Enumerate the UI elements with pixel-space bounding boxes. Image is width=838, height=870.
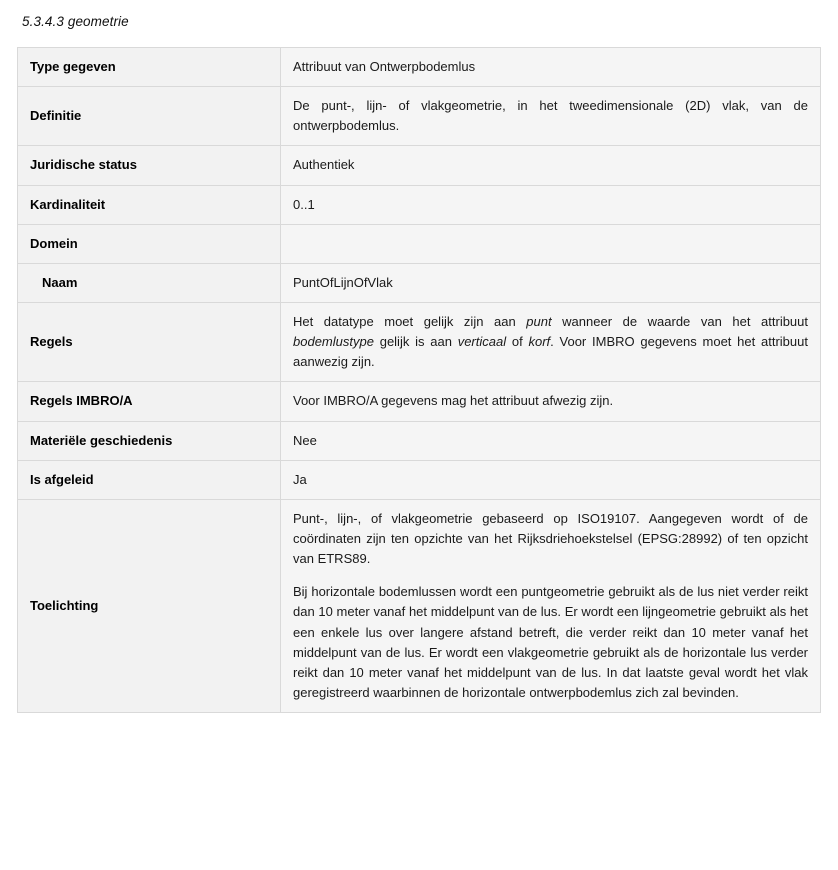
table-row: [18, 302, 821, 381]
regels-text-4: of: [506, 334, 529, 350]
row-label-toelichting: Toelichting: [18, 499, 281, 712]
table-row: [18, 224, 821, 263]
row-value-materiele-geschiedenis: Nee: [281, 421, 821, 460]
table-row: [18, 185, 821, 224]
row-label-definitie: Definitie: [18, 87, 281, 146]
table-row: [18, 146, 821, 185]
row-value-definitie: De punt-, lijn- of vlakgeometrie, in het tweedimensionale (2D) vlak, van de ontwerpbodemlus.: [281, 87, 821, 146]
row-label-domein: Domein: [18, 224, 281, 263]
regels-emphasis-verticaal: verticaal: [457, 334, 507, 350]
regels-text-3: gelijk is aan: [373, 334, 458, 350]
row-value-toelichting: [281, 499, 821, 712]
toelichting-paragraph-2: Bij horizontale bodemlussen wordt een puntgeometrie gebruikt als de lus niet verder reikt dan 10 meter vanaf het middelpunt van de lus. Er wordt een lijngeometrie gebruikt als het een enkele lus over langere afstand betreft, die verder reikt dan 10 meter vanaf het middelpunt van de lus. Er wordt een vlakgeometrie gebruikt als de horizontale lus verder reikt dan 10 meter vanaf het middelpunt van de lus. In dat laatste geval wordt het vlak geregistreerd waarbinnen de horizontale ontwerpbodemlus zich zal bevinden.: [293, 584, 808, 700]
row-label-juridische-status: Juridische status: [18, 146, 281, 185]
row-label-naam: Naam: [18, 263, 281, 302]
table-row: [18, 421, 821, 460]
table-row: [18, 263, 821, 302]
regels-text-1: Het datatype moet gelijk zijn aan: [293, 313, 527, 329]
table-row: [18, 499, 821, 712]
table-row: [18, 48, 821, 87]
regels-emphasis-punt: punt: [526, 313, 552, 329]
row-label-regels: Regels: [18, 302, 281, 381]
row-value-kardinaliteit: 0..1: [281, 185, 821, 224]
row-label-kardinaliteit: Kardinaliteit: [18, 185, 281, 224]
row-value-type-gegeven: Attribuut van Ontwerpbodemlus: [281, 48, 821, 87]
row-value-is-afgeleid: Ja: [281, 460, 821, 499]
toelichting-paragraph-1: Punt-, lijn-, of vlakgeometrie gebaseerd op ISO19107. Aangegeven wordt of de coördinaten zijn ten opzichte van het Rijksdriehoekstelsel (EPSG:28992) of ten opzicht van ETRS89.: [293, 510, 808, 567]
row-label-materiele-geschiedenis: Materiële geschiedenis: [18, 421, 281, 460]
row-label-type-gegeven: Type gegeven: [18, 48, 281, 87]
attribute-specification-table: [17, 47, 821, 713]
table-row: [18, 87, 821, 146]
regels-text-5: . Voor IMBRO gegevens moet het attribuut aanwezig zijn.: [293, 334, 808, 370]
row-value-regels-imbro-a: Voor IMBRO/A gegevens mag het attribuut afwezig zijn.: [281, 382, 821, 421]
row-value-juridische-status: Authentiek: [281, 146, 821, 185]
regels-emphasis-bodemlustype: bodemlustype: [293, 334, 374, 350]
row-value-domein: [281, 224, 821, 263]
regels-emphasis-korf: korf: [528, 334, 551, 350]
regels-text-2: wanneer de waarde van het attribuut: [551, 313, 809, 329]
table-row: [18, 382, 821, 421]
page-title: 5.3.4.3 geometrie: [22, 14, 129, 29]
row-value-naam: PuntOfLijnOfVlak: [281, 263, 821, 302]
row-label-is-afgeleid: Is afgeleid: [18, 460, 281, 499]
row-value-regels: [281, 302, 821, 381]
row-label-regels-imbro-a: Regels IMBRO/A: [18, 382, 281, 421]
table-row: [18, 460, 821, 499]
